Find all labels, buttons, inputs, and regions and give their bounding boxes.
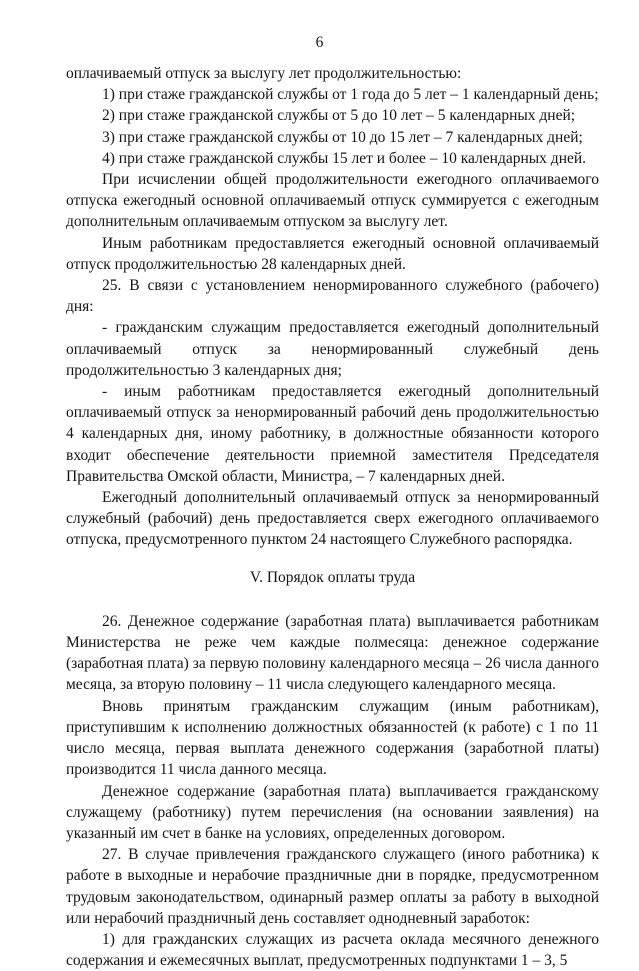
clause-26-transfer: Денежное содержание (заработная плата) выплачивается гражданскому служащему (работнику) путем перечисления (на основании заявления) на указанный им счет в банке на условиях, определенных договором. <box>66 782 599 842</box>
clause-25: 25. В связи с установлением ненормированного служебного (рабочего) дня: <box>66 277 599 316</box>
list-item-4: 4) при стаже гражданской службы 15 лет и более – 10 календарных дней. <box>102 149 587 167</box>
clause-27: 27. В случае привлечения гражданского служащего (иного работника) к работе в выходные и нерабочие праздничные дни в порядке, предусмотренном трудовым законодательством, одинарный размер оплаты за работу в выходной или нерабочий праздничный день составляет однодневный заработок: <box>66 846 599 927</box>
list-item-3: 3) при стаже гражданской службы от 10 до 15 лет – 7 календарных дней; <box>102 128 583 146</box>
list-item-1: 1) при стаже гражданской службы от 1 года до 5 лет – 1 календарный день; <box>102 86 599 104</box>
clause-25-civil-servants: - гражданским служащим предоставляется ежегодный дополнительный оплачиваемый отпуск за ненормированный служебный день продолжительностью 3 календарных дня; <box>66 319 599 379</box>
list-item-2: 2) при стаже гражданской службы от 5 до 10 лет – 5 календарных дней; <box>102 107 576 125</box>
clause-26-new-hires: Вновь принятым гражданским служащим (иным работникам), приступившим к исполнению должностных обязанностей (к работе) с 1 по 11 число месяца, первая выплата денежного содержания (заработной платы) производится 11 числа данного месяца. <box>66 697 599 779</box>
paragraph-other-workers: Иным работникам предоставляется ежегодный основной оплачиваемый отпуск продолжительностью 28 календарных дней. <box>66 234 599 273</box>
paragraph-vacation-continuation: оплачиваемый отпуск за выслугу лет продолжительностью: <box>66 65 462 82</box>
document-body <box>66 63 599 971</box>
section-heading: V. Порядок оплаты труда <box>249 568 416 586</box>
clause-25-additional: Ежегодный дополнительный оплачиваемый отпуск за ненормированный служебный (рабочий) день предоставляется сверх ежегодного оплачиваемого отпуска, предусмотренного пунктом 24 настоящего Служебного распорядка. <box>66 489 599 549</box>
clause-26: 26. Денежное содержание (заработная плата) выплачивается работникам Министерства не реже чем каждые полмесяца: денежное содержание (заработная плата) за первую половину календарного месяца – 26 числа данного месяца, за вторую половину – 11 числа следующего календарного месяца. <box>66 612 599 694</box>
page-number: 6 <box>315 34 324 51</box>
clause-27-item-1: 1) для гражданских служащих из расчета оклада месячного денежного содержания и ежемесячных выплат, предусмотренных подпунктами 1 – 3, 5 <box>66 930 599 970</box>
clause-25-other-workers: - иным работникам предоставляется ежегодный дополнительный оплачиваемый отпуск за ненормированный рабочий день продолжительностью 4 календарных дня, иному работнику, в должностные обязанности которого входит обеспечение деятельности приемной заместителя Председателя Правительства Омской области, Министра, – 7 календарных дней. <box>66 383 599 485</box>
paragraph-calculation: При исчислении общей продолжительности ежегодного оплачиваемого отпуска ежегодный основной оплачиваемый отпуск суммируется с ежегодным дополнительным оплачиваемым отпуском за выслугу лет. <box>66 171 599 231</box>
